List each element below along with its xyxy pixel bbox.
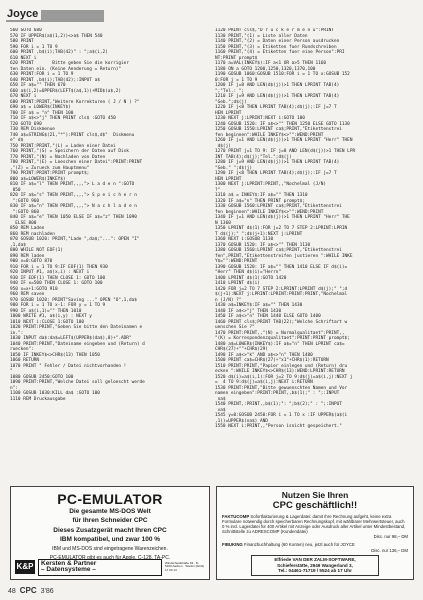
code-line: 620 PRINT Bitte geben Sie die korrigier [10, 61, 129, 66]
code-line: 1220 IF j<8 THEN LPRINT TAB(4);d$(j);:IF j=7 T [215, 105, 337, 110]
code-line: 950 x=x+1:GOTO 910 [10, 286, 58, 292]
code-line: 670 NEXT i [10, 94, 37, 99]
code-line: 1190 GOSUB 1060:GOSUB 1510:FOR i = 1 TO x:GOSUB 152 [215, 72, 350, 77]
code-line: 840 IF a$="e" THEN 1050 ELSE IF a$="z" THEN 1090 [10, 215, 137, 220]
code-line: 1450 IF a$<>"n" THEN 1440 ELSE GOTO 1400 [215, 314, 321, 319]
code-line: 1010 NEXT i:CLOSE 1:GOTO 100 [10, 319, 85, 325]
code-line: 1000 WRITE #1, a$(i,y) : NEXT y [10, 314, 92, 319]
code-line: 830 IF a$="n" THEN PRINT,,,,"> N a c h l a d e n [10, 204, 137, 209]
code-line: 1320 IF a$="n" THEN PRINT prompt$; [215, 198, 305, 204]
code-line: e" d$ [10, 138, 24, 143]
code-line: 1330 GOSUB 1560:LPRINT ca$;PRINT,"Etikettenstrei [215, 204, 342, 209]
code-line: 1540 PRINT,:PRINT,,b$(1);": ";b$(2);" : ";:INPUT [215, 402, 342, 407]
code-line: 1140 PRINT,"(2) = Daten einer Person ausdrucken [215, 39, 340, 44]
ad-subtitle-2: für Ihren Schneider CPC [72, 516, 148, 524]
product-price-fibuking: Disc. nur 136,– DM [371, 547, 408, 553]
company-name-line-1: Kersten & Partner [41, 559, 97, 567]
code-line: 980 FOR i = 1 TO x-1: FOR y = 1 TO 9 [10, 303, 106, 308]
code-line: 1200 IF j=8 AND LEN(d$(j))>1 THEN LPRINT TAB(4) [215, 83, 340, 88]
product-faktucomp [222, 514, 408, 539]
code-line: fen beginnen":WHILE INKEY$<>"":WEND:PRINT [215, 132, 324, 138]
code-line: 870 GOSUB 1020: PRINT,"Lade ",da$;"...": OPEN "I" [10, 237, 140, 242]
code-line: 570 IF UPPER$(a$(1,2))<>a$ THEN 540 [10, 33, 103, 39]
code-line: ":GOTO 860 [10, 209, 40, 215]
code-line: 610 NEXT i [10, 55, 37, 61]
code-line: 1390 GOSUB 1520: IF a$="" THEN 1410 ELSE IF d$(i)= [215, 264, 348, 270]
code-line: 850 REM Laden [10, 226, 45, 231]
code-line: 920 INPUT #1, a$(x,i) : NEXT i [10, 270, 90, 275]
code-line: 1100 GOSUB 1030:KILL da$ :GOTO 100 [10, 391, 100, 396]
code-line: 1270 PRINT j=1 TO 9: IF j=8 AND LEN(d$(j))>1 THEN LPR [215, 149, 356, 154]
code-line: 850 [10, 187, 21, 193]
code-line: 1400 LPRINT d$(1):GOTO 1420 [215, 275, 287, 281]
code-line: 590 FOR i = 1 TO 9 [10, 44, 58, 50]
code-line: 1530 PRINT:PRINT,"Bitte gewuenschten Namen und Vor [215, 385, 348, 391]
vendor-address-box [251, 555, 379, 576]
code-line: 760 PRINT,"(S) = Speichern der Daten auf Disk [10, 149, 129, 154]
code-line: 1470 PRINT:PRINT,,"(N) = Normalqualitaet":PRINT,, [215, 330, 345, 336]
code-line: N 1360 [215, 220, 231, 226]
code-line: 1070 PRINT " Fehler / Datei nichtvorhanden ! [10, 363, 127, 369]
ad-headline-2: CPC geschäftlich!! [272, 500, 358, 511]
code-line: T d$(j);" ";d$(j+1):NEXT j:LPRINT [215, 231, 303, 237]
code-line: ":GOTO 960 [10, 198, 40, 204]
code-line: "Geb.";d$(j) [215, 99, 247, 105]
ad-title: PC-EMULATOR [57, 491, 163, 507]
code-line: 1520 d$(i)=a$(i,1):FOR j=2 TO 9:d$(j)=a$(i,j):NEXT j [215, 374, 353, 380]
code-line: 1460 PRINT cls$;PRINT TAB(22);"Welche Schriftart w [215, 319, 348, 325]
code-line: 800 a$=LOWER$(INKEY$) [10, 176, 66, 182]
code-line: HEN LPRINT [215, 176, 242, 182]
code-line: 1280 IF j=9 AND LEN(d$(j))>1 THEN LPRINT TAB(4) [215, 160, 340, 165]
ad-subtitle-1: Die gesamte MS-DOS Welt [69, 508, 151, 515]
code-line: " [10, 369, 13, 374]
code-line: namen eingeben":PRINT:PRINT,,b$(1);" : ";:INPUT [215, 391, 340, 396]
code-line: 1020 PRINT:PRINT,"Geben Sie bitte den Dateinamen e [10, 325, 143, 330]
product-fibuking [222, 542, 408, 552]
code-line: 1030 INPUT da$:da$=LEFT$(UPPER$(da$),8)+".ADR" [10, 336, 132, 341]
code-line: 1480 a$=LOWER$(INKEY$):IF a$="n" THEN LPRINT ca$= [215, 341, 345, 347]
code-line: 1160 PRINT,"(4) = Etiketten fuer eine Person":PRI [215, 50, 345, 55]
code-line: 1250 GOSUB 1550:LPRINT ca$;PRINT,"Etikettenstrei [215, 127, 342, 132]
code-line: 0:FOR j = 1 TO 9 [215, 77, 258, 83]
code-line: 560 GOTO 680 [10, 28, 42, 33]
code-line: 700 IF a$ = "n" THEN 100 [10, 110, 74, 116]
code-line: ,1,da$ [10, 242, 26, 248]
code-line: ruecken": [10, 347, 34, 352]
code-line: 940 IF x=500 THEN CLOSE 1: GOTO 100 [10, 281, 103, 286]
cpc-business-advertisement [216, 486, 414, 580]
code-line: 990 IF a$(i,1)="" THEN 1010 [10, 308, 82, 314]
code-line: "(K) = Korrespondenzqualitaet":PRINT:PRINT prompt$; [215, 336, 350, 341]
ad-trademark-note: IBM und MS-DOS sind eingetragene Warenzeichen. [52, 546, 168, 552]
code-line: na$ [215, 396, 226, 402]
code-line: 1550 NEXT i:PRINT,,"Person isnicht gespeichert." [215, 424, 342, 429]
product-price-faktucomp: Disc. nur 98,– DM [373, 534, 408, 540]
ad-availability-note: PC-EMULATOR gibt es auch für Apple, C-128, TA-PC. [49, 555, 171, 561]
basic-listing-right-column [215, 28, 415, 480]
code-line: 970 GOSUB 1020: PRINT"Saving ..." OPEN "O",1,da$ [10, 297, 137, 303]
code-line: 1310 a$ = INKEY$:IF a$="" THEN 1310 [215, 193, 308, 198]
basic-listing-left-column [10, 28, 210, 480]
ad-company-footer [15, 559, 205, 575]
code-line: INT TAB(4);d$(j);"Tel.";d$(j) [215, 154, 292, 160]
code-line: NT:PRINT prompt$ [215, 55, 258, 61]
code-line: 930 IF EOF(1) THEN CLOSE 1: GOTO 100 [10, 275, 106, 281]
code-line: 680 PRINT:PRINT,"Weitere Korrekturen ( J / N ) ?" [10, 99, 140, 105]
code-line: 1150 PRINT,"(3) = Etiketten fuer Rundschreiben [215, 44, 337, 50]
code-line: 820 IF a$="s" THEN PRINT,,,,"> S p e i c h e r n [10, 193, 137, 198]
code-line: ,1))=UPPER$(na$) AND [215, 418, 268, 424]
code-line: 1340 IF j=1 AND LEN(d$(j))>1 THEN LPRINT "Herr" THE [215, 215, 350, 220]
ad-headline-1: Nutzen Sie Ihren [281, 490, 349, 500]
code-line: 740 a$=STRING$(21,"*"):PRINT cls$,d$" Diskmenu [10, 132, 135, 138]
code-line: in.": [10, 330, 24, 336]
code-line: 690 a$ = LOWER$(INKEY$) [10, 105, 71, 110]
vendor-name: Elfriede VAN DER ZALM-SOFTWARE, [274, 557, 356, 563]
vendor-street: Schieferstätte, 2949 Wangerland 3, [277, 562, 353, 568]
ad-claim-1: Dieses Zusatzgerät macht Ihren CPC [53, 527, 167, 534]
page-number: 48 [8, 588, 16, 595]
code-line: 960 REM saven [10, 292, 45, 297]
code-line: 880 WHILE NOT EOF(1) [10, 248, 63, 253]
code-line: 1210 IF j=9 AND LEN(d$(j))>1 THEN LPRINT TAB(4) [215, 94, 340, 99]
code-line: CHR$(27)+""+CHR$(29) [215, 347, 268, 352]
code-line: 720 GOTO 690 [10, 121, 42, 127]
code-line: 1440 IF a$<>"j" THEN 1430 [215, 308, 282, 314]
code-line: 1300 NEXT j:LPRINT:PRINT,,"Nochelmal (J/N) [215, 182, 327, 187]
code-line: 1360 NEXT i:GOSUB 1130 [215, 237, 274, 242]
code-line: 770 PRINT,"(N) = Nachladen von Daten [10, 154, 106, 160]
code-line: 730 REM Diskmenue [10, 127, 55, 132]
code-line: ecken ":WHILE INKEY$<>CHR$(13):WEND:LPRINT:RETURN [215, 369, 345, 374]
product-description-fibuking: Finanzbuchhaltung (60 Konten) neu, jetzt auch für JOYCE [243, 542, 355, 548]
code-line: 1350 LPRINT d$(1):FOR j=2 TO 7 STEP 2:LPRINT:LPRIN [215, 226, 348, 231]
code-line: 1290 IF j<8 THEN LPRINT TAB(4);d$(j);:IF j=7 T [215, 171, 337, 176]
code-line: 1120 PRINT cls$,"D r u c k e r m e n u":PRINT [215, 28, 334, 33]
vendor-phone: Tel.: 04461-71719 / 5524 ab 17 Uhr [278, 568, 352, 574]
code-line: 580 PRINT [10, 39, 34, 44]
issue-number: 3'86 [40, 588, 54, 595]
product-description-faktucomp: Sofortfakturierung & Lagerdatei: damit Ihre Rechnung aufgeht, keine extra Formulare notwendig durch speicherbaren Rechnungskopf, mit wählbarer Mehrwertsteuer, auch 0 % incl. Lagerdatei für 400 Artikel mit Anzeige oder Ausdruck aller Artikel unter Mindestbestand, Schnittstelle zu ADRESCOMP (Kundendatei) [222, 514, 406, 535]
code-line: 1110 REM Druckausgabe [10, 396, 66, 402]
code-line: fen beginnen":WHILE INKEY$<>"":WEND:PRINT [215, 209, 324, 215]
code-line: 1230 NEXT j:LPRINT:NEXT i:GOTO 100 [215, 116, 305, 121]
code-line: ?" [215, 187, 221, 193]
code-line: 900 x=0:GOTO 870 [10, 259, 53, 264]
code-line: 1130 PRINT,"(1) = Liste aller Daten [215, 33, 308, 39]
code-line: 790 PRINT:PRINT:PRINT prompt$; [10, 171, 90, 176]
code-line: n (J/N) ?" [215, 297, 242, 303]
code-line: 860 REM nachladen [10, 231, 55, 237]
product-name-fibuking: FIBUKING [222, 542, 243, 548]
code-line: ,"(Z) = Zurueck zum Hauptmenu" [10, 165, 90, 171]
company-name-line-2: – Datensysteme – [41, 566, 96, 573]
code-line: HEN LPRINT [215, 110, 242, 116]
code-line: 1545 y=0:GOSUB 2450:FOR i = 1 TO x :IF UPPER$(a$(i [215, 413, 348, 418]
code-line: "Geb." ";d$(j) [215, 165, 253, 171]
code-line: 650 IF a$="" THEN 670 [10, 83, 66, 88]
code-line: va$ [215, 407, 226, 413]
code-line: 630 PRINT:FOR i = 1 TO 9 [10, 72, 74, 77]
code-line: ELSE 800 [10, 220, 37, 226]
code-line: 710 IF a$<>"j" THEN PRINT cls$ :GOTO 450 [10, 116, 116, 121]
company-logo-icon: K&P [15, 560, 35, 574]
code-line: 1510 PRINT:PRINT,"Papier einlegen und (Return) dru [215, 363, 348, 369]
ad-claim-2: IBM kompatibel, und zwar 100 % [59, 535, 161, 543]
pc-emulator-advertisement [10, 486, 210, 580]
code-line: 1370 GOSUB 1520: IF a$<>"" THEN 1130 [215, 242, 311, 248]
code-line: 1430 a$=INKEY$:IF a$="" THEN 1430 [215, 303, 303, 308]
code-line: n": [10, 385, 18, 391]
code-line: 1380 GOSUB 1560:LPRINT ca$;PRINT,"Etikettenstrei [215, 248, 342, 253]
code-line: 810 IF a$="l" THEN PRINT,,,,"> L a d e n ":GOTO [10, 182, 135, 187]
code-line: 1240 GOSUB 1520: IF a$<>"" THEN 1250 ELSE GOTO 1130 [215, 121, 350, 127]
code-line: 1410 LPRINT d$(i) [215, 281, 260, 286]
code-line: 640 PRINT ,b$(i);TAB(42);:INPUT a$ [10, 77, 100, 83]
code-line: 600 PRINT ,b$(i);TAB(42)" : ";a$(i,2) [10, 50, 108, 55]
magazine-name: CPC [19, 586, 37, 595]
code-line: 890 REM laden [10, 253, 45, 259]
code-line: 660 a$(i,2)=UPPER$(LEFT$(a$,1))+MID$(a$,2) [10, 88, 122, 94]
code-line: 1090 PRINT:PRINT,"Welche Datei soll geloescht werde [10, 380, 145, 385]
company-name [38, 559, 162, 576]
code-line: ";"Tel.: "; [215, 88, 245, 94]
code-line: 780 PRINT,"(E) = Loeschen einer Datei":PRINT:PRINT [10, 160, 143, 165]
code-line: = 4 TO 9:d$(j)=a$(i,j):NEXT i:RETURN [215, 380, 313, 385]
company-address: Windscheidstraße 63 · D-5100 Aachen · Telefon (0241) 17 00 14 [165, 560, 205, 572]
code-line: $(j+1):NEXT j:LPRINT:LPRINT:PRINT:PRINT,"Nochelmal [215, 292, 348, 297]
code-line: uenschen Sie ?" [215, 325, 255, 330]
code-line: 1260 IF j=1 AND LEN(d$(j))>1 THEN LPRINT "Herr" THEN [215, 138, 353, 143]
code-line: 1050 IF INKEY$<>CHR$(13) THEN 1050 [10, 352, 100, 358]
page-footer [8, 586, 54, 595]
code-line: 1490 IF a$<>"k" AND a$<>"n" THEN 1480 [215, 352, 313, 358]
code-line: "Herr" THEN d$(i)="Herrn" [215, 270, 282, 275]
code-line: fen",PRINT,"Etikettenstreifen justieren ":WHILE INKE [215, 253, 353, 259]
code-line: 1170 a=VAL(INKEY$):IF a<1 OR a>5 THEN 1160 [215, 61, 327, 66]
code-line: 910 FOR i = 1 TO 9:IF EOF(1) THEN 930 [10, 264, 108, 270]
code-line: 1060 RETURN [10, 358, 40, 363]
section-title: Joyce [6, 8, 41, 20]
code-line: 750 PRINT:PRINT,"(L) = Laden einer Datei [10, 143, 116, 149]
code-line: ten Daten ein. (Keine Aenderung = Return)" [10, 66, 122, 72]
code-line: 1500 PRINT ca$=CHR$(27)+"x1"+CHR$(1):RETURN [215, 358, 329, 363]
section-header-bar [6, 10, 104, 22]
product-name-faktucomp: FAKTUCOMP [222, 514, 250, 519]
code-line: Y$="":WEND:PRINT [215, 259, 258, 264]
code-line: d$(j) [215, 143, 231, 149]
code-line: 1080 GOSUB 2450:GOTO 100 [10, 374, 74, 380]
code-line: 1420 FOR j=2 TO 7 STEP 2:LPRINT:LPRINT d$(j);" ";d [215, 286, 348, 292]
code-line: 1180 ON a GOTO 1200,1250,1320,1370,100 [215, 66, 316, 72]
code-line: 1040 PRINT:PRINT,"Dateiname eingeben und (Return) d [10, 341, 145, 347]
